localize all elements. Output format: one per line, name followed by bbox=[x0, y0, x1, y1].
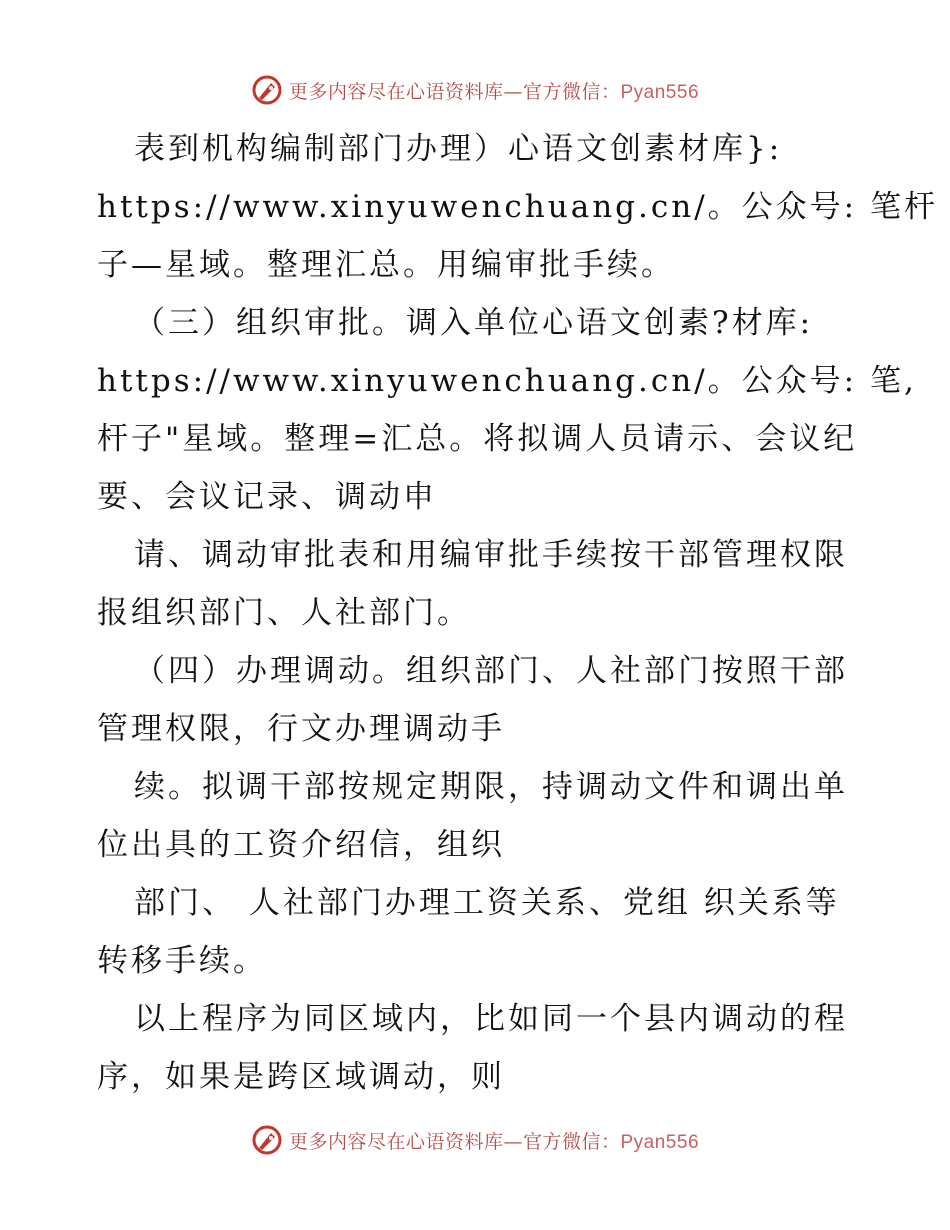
text-line: 子—星域。整理汇总。用编审批手续。 bbox=[97, 247, 675, 283]
text-line: 要、会议记录、调动申 bbox=[97, 479, 437, 515]
text-line: 转移手续。 bbox=[97, 943, 267, 979]
text-line: 部门、 人社部门办理工资关系、党组 织关系等 bbox=[134, 885, 840, 921]
header-watermark-banner bbox=[0, 70, 950, 110]
document-body bbox=[97, 120, 938, 1106]
watermark-main-text: 更多内容尽在心语资料库 bbox=[288, 1130, 504, 1153]
footer-watermark-banner bbox=[0, 1120, 950, 1160]
watermark-official-wechat-label: 官方微信： bbox=[522, 80, 621, 103]
watermark-main-text: 更多内容尽在心语资料库 bbox=[288, 80, 504, 103]
text-line: （三）组织审批。调入单位心语文创素?材库: bbox=[134, 305, 814, 341]
text-line: （四）办理调动。组织部门、人社部门按照干部 bbox=[134, 653, 848, 689]
text-line: 杆子"星域。整理=汇总。将拟调人员请示、会议纪 bbox=[97, 421, 858, 457]
text-line: 表到机构编制部门办理）心语文创素材库}: bbox=[134, 131, 783, 167]
text-line: https://www.xinyuwenchuang.cn/。公众号: 笔杆 bbox=[97, 189, 938, 225]
watermark-wechat-id: Pyan556 bbox=[620, 81, 700, 103]
text-line: 请、调动审批表和用编审批手续按干部管理权限 bbox=[134, 537, 848, 573]
text-line: 报组织部门、人社部门。 bbox=[97, 595, 471, 631]
footer-watermark-text bbox=[289, 1127, 699, 1154]
header-watermark-text bbox=[289, 77, 699, 104]
watermark-wechat-id: Pyan556 bbox=[620, 1131, 700, 1153]
watermark-official-wechat-label: 官方微信： bbox=[522, 1130, 621, 1153]
text-line: 位出具的工资介绍信，组织 bbox=[97, 827, 505, 863]
watermark-separator: — bbox=[503, 1130, 523, 1153]
text-line: 续。拟调干部按规定期限，持调动文件和调出单 bbox=[134, 769, 848, 805]
watermark-separator: — bbox=[503, 80, 523, 103]
text-line: 序，如果是跨区域调动，则 bbox=[97, 1059, 505, 1095]
text-line: https://www.xinyuwenchuang.cn/。公众号: 笔, bbox=[97, 363, 917, 399]
text-line: 管理权限，行文办理调动手 bbox=[97, 711, 505, 747]
pen-nib-logo-icon bbox=[251, 1124, 283, 1156]
pen-nib-logo-icon bbox=[251, 74, 283, 106]
text-line: 以上程序为同区域内，比如同一个县内调动的程 bbox=[134, 1001, 848, 1037]
